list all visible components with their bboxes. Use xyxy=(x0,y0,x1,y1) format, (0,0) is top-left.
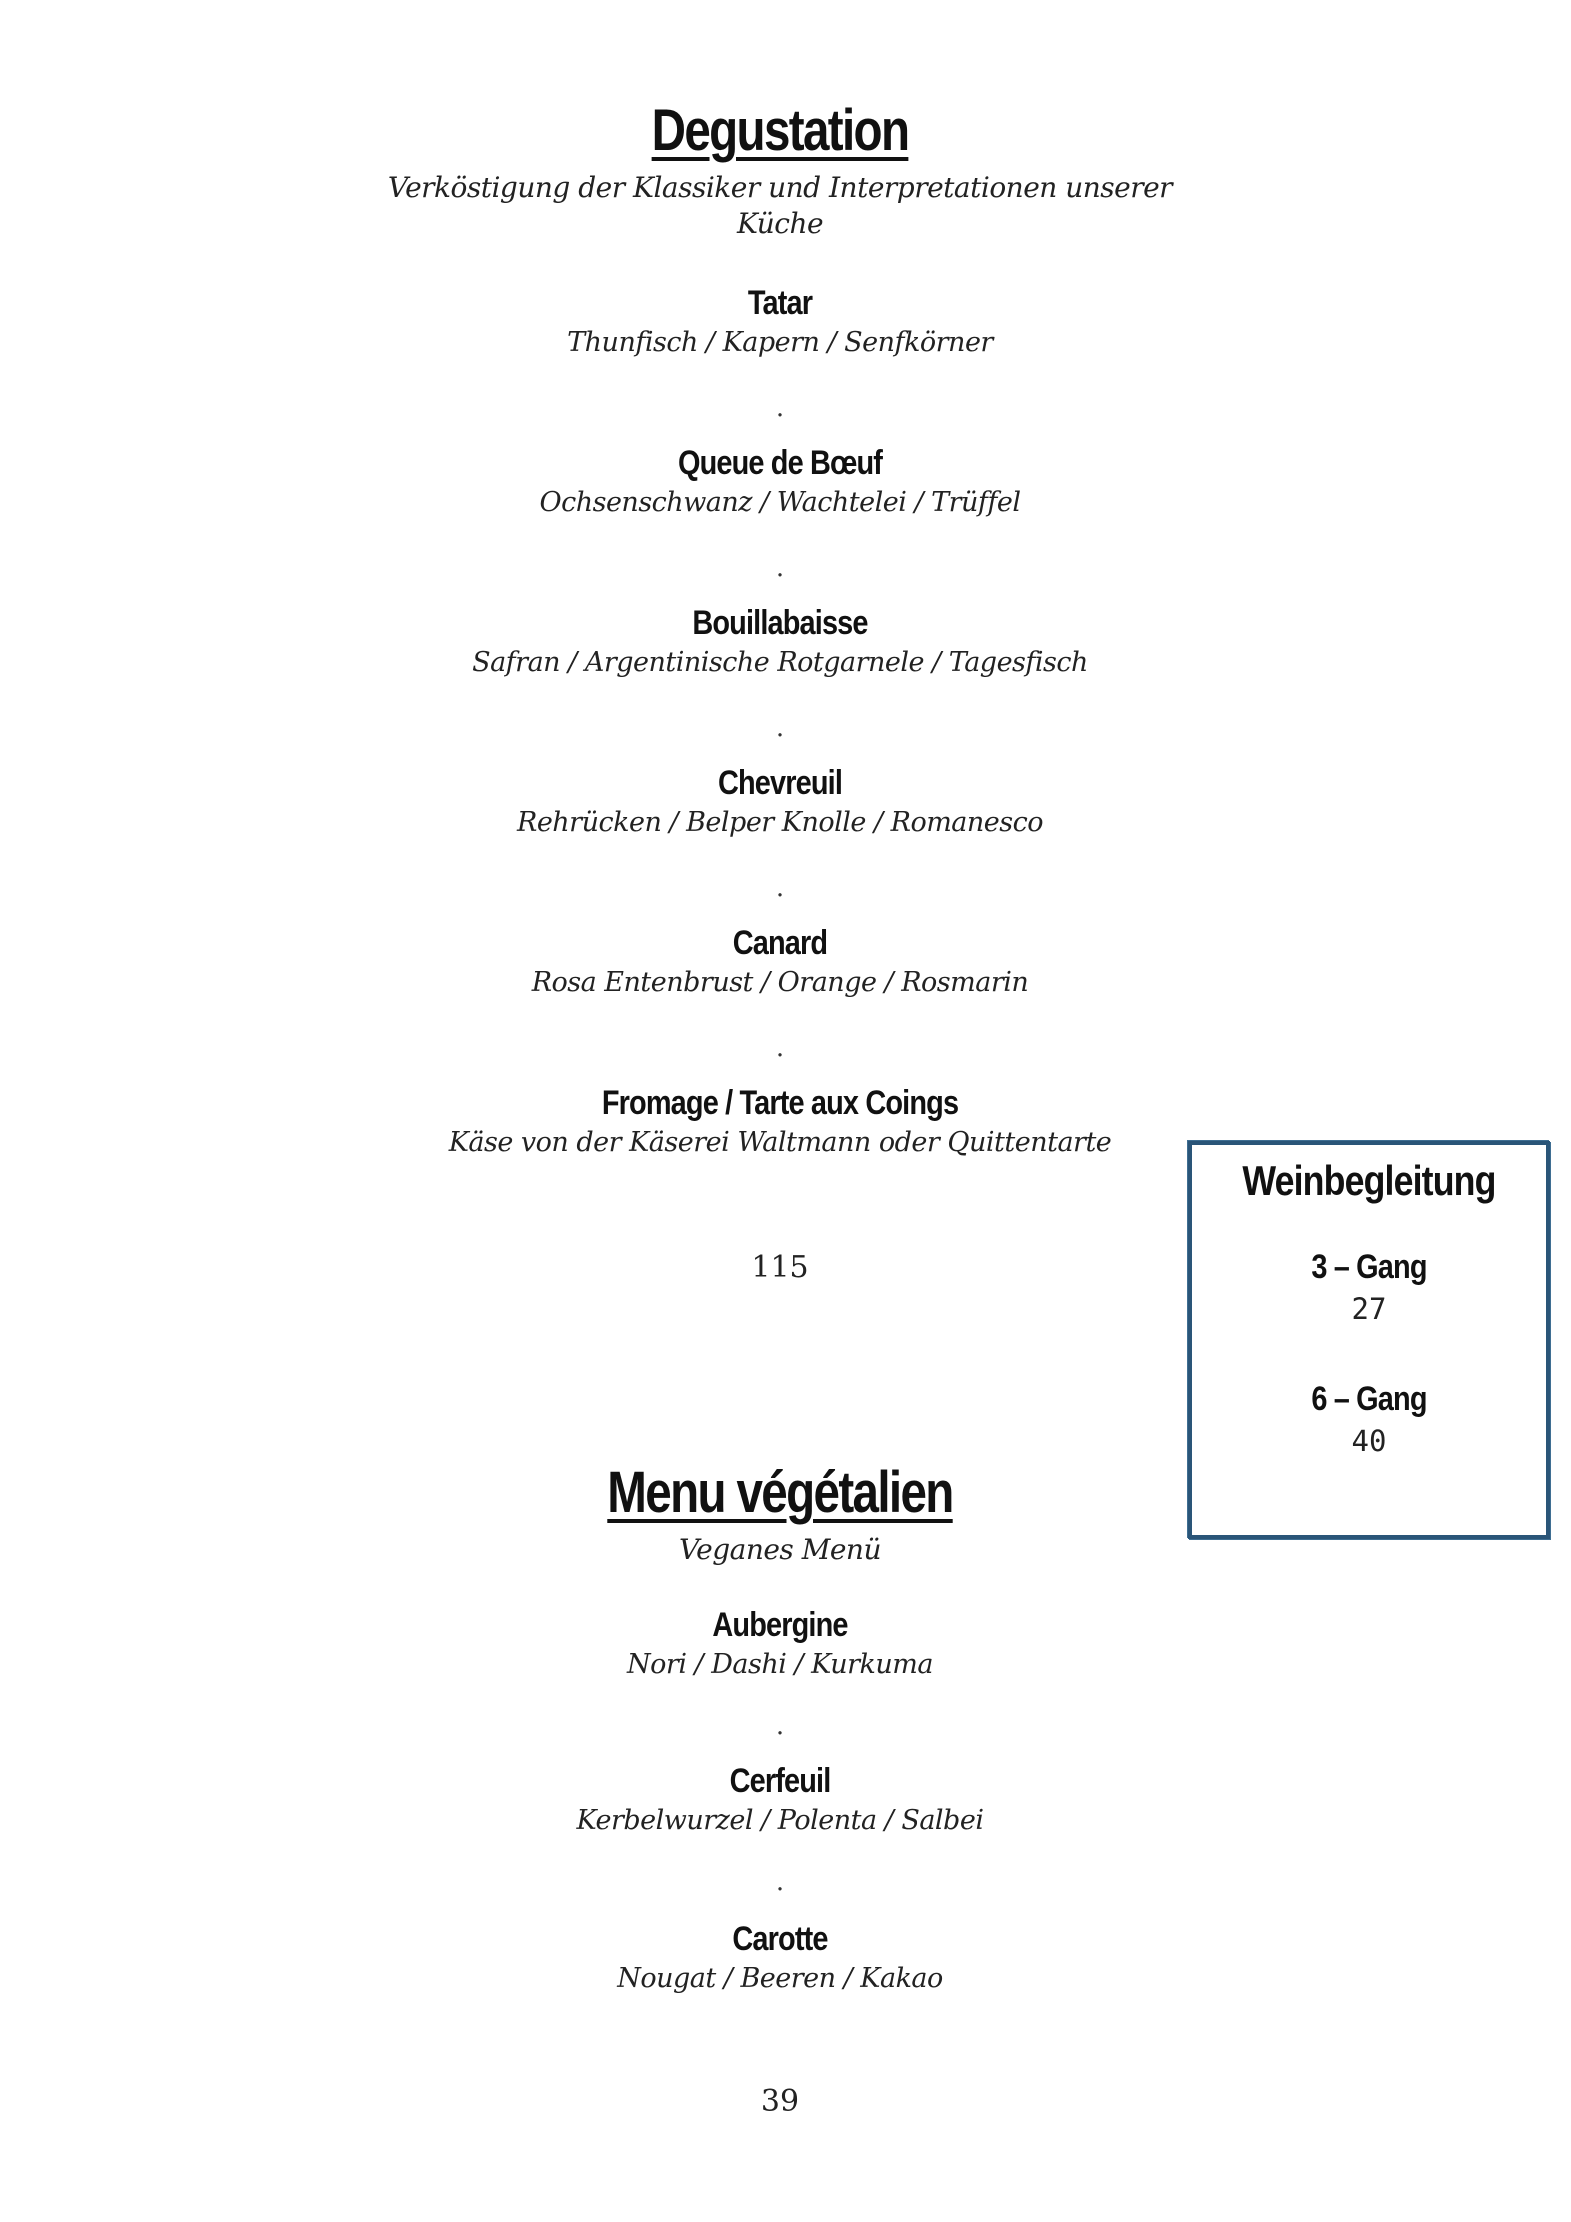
wine-pairing-box xyxy=(1188,1141,1550,1539)
menu-item xyxy=(380,282,1180,362)
separator-dot: . xyxy=(775,1711,785,1741)
menu-item xyxy=(380,922,1180,1002)
degustation-subtitle: Verköstigung der Klassiker und Interpretationen unserer Küche xyxy=(387,171,1173,240)
dish-name: Tatar xyxy=(747,284,813,322)
menu-item xyxy=(380,762,1180,842)
menu-price: 39 xyxy=(760,2084,800,2119)
menu-item xyxy=(380,1604,1180,1684)
separator-dot: . xyxy=(775,713,785,743)
dish-name: Cerfeuil xyxy=(729,1762,831,1800)
wine-option-price: 27 xyxy=(1351,1292,1387,1326)
separator-dot: . xyxy=(775,1033,785,1063)
separator-dot: . xyxy=(775,873,785,903)
menu-item xyxy=(380,1082,1180,1162)
dish-description: Rehrücken / Belper Knolle / Romanesco xyxy=(516,807,1044,838)
menu-item xyxy=(380,442,1180,522)
separator-dot: . xyxy=(775,553,785,583)
wine-option-label: 3 – Gang xyxy=(1311,1248,1427,1286)
wine-option-price: 40 xyxy=(1351,1424,1387,1458)
wine-option-label: 6 – Gang xyxy=(1311,1380,1427,1418)
wine-option xyxy=(1192,1245,1546,1329)
dish-name: Bouillabaisse xyxy=(692,604,868,642)
dish-description: Käse von der Käserei Waltmann oder Quittentarte xyxy=(448,1127,1112,1158)
dish-name: Canard xyxy=(732,924,828,962)
dish-description: Thunfisch / Kapern / Senfkörner xyxy=(567,327,993,358)
vegan-subtitle: Veganes Menü xyxy=(678,1533,882,1566)
dish-description: Rosa Entenbrust / Orange / Rosmarin xyxy=(531,967,1029,998)
degustation-section xyxy=(380,0,1180,1300)
dish-name: Chevreuil xyxy=(717,764,843,802)
dish-name: Aubergine xyxy=(712,1606,848,1644)
dish-name: Fromage / Tarte aux Coings xyxy=(601,1084,959,1122)
separator-dot: . xyxy=(775,393,785,423)
menu-item xyxy=(380,1760,1180,1840)
separator-dot: . xyxy=(775,1867,785,1897)
dish-description: Kerbelwurzel / Polenta / Salbei xyxy=(576,1805,984,1836)
menu-item xyxy=(380,1918,1180,1998)
degustation-title: Degustation xyxy=(651,98,909,163)
vegan-section xyxy=(380,1400,1180,2160)
dish-description: Safran / Argentinische Rotgarnele / Tagesfisch xyxy=(472,647,1088,678)
wine-pairing-title: Weinbegleitung xyxy=(1242,1157,1496,1204)
dish-description: Ochsenschwanz / Wachtelei / Trüffel xyxy=(539,487,1021,518)
dish-name: Queue de Bœuf xyxy=(677,444,883,482)
menu-item xyxy=(380,602,1180,682)
menu-price: 115 xyxy=(751,1250,809,1285)
dish-description: Nougat / Beeren / Kakao xyxy=(617,1963,943,1994)
dish-description: Nori / Dashi / Kurkuma xyxy=(627,1649,933,1680)
vegan-title: Menu végétalien xyxy=(607,1460,953,1525)
wine-option xyxy=(1192,1377,1546,1461)
dish-name: Carotte xyxy=(732,1920,828,1958)
